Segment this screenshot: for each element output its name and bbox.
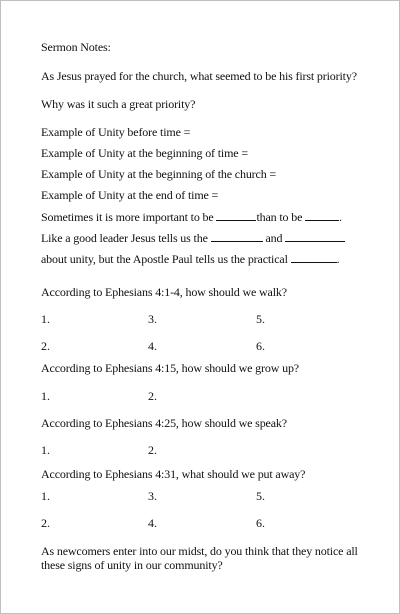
answer-number: 5. [256, 312, 265, 326]
ephesians-question-grow: According to Ephesians 4:15, how should we grow up? [41, 361, 299, 375]
answer-blank [211, 230, 263, 242]
answer-number: 1. [41, 443, 50, 457]
ephesians-question-walk: According to Ephesians 4:1-4, how should we walk? [41, 285, 287, 299]
answer-number: 3. [148, 312, 157, 326]
fill-in-text: Like a good leader Jesus tells us the [41, 231, 208, 245]
closing-question-line-1: As newcomers enter into our midst, do you think that they notice all [41, 544, 358, 558]
fill-in-paul: about unity, but the Apostle Paul tells us the practical . [41, 252, 340, 266]
answer-blank [285, 230, 345, 242]
unity-example-beginning-of-time: Example of Unity at the beginning of time = [41, 146, 248, 160]
fill-in-text: about unity, but the Apostle Paul tells us the practical [41, 252, 288, 266]
answer-blank [305, 209, 339, 221]
unity-example-end-of-time: Example of Unity at the end of time = [41, 188, 219, 202]
ephesians-question-speak: According to Ephesians 4:25, how should we speak? [41, 416, 287, 430]
fill-in-sometimes: Sometimes it is more important to be than to be . [41, 210, 342, 224]
question-why-priority: Why was it such a great priority? [41, 97, 196, 111]
ephesians-question-put-away: According to Ephesians 4:31, what should we put away? [41, 467, 306, 481]
page-title: Sermon Notes: [41, 40, 111, 54]
answer-number: 6. [256, 516, 265, 530]
answer-number: 6. [256, 339, 265, 353]
answer-number: 2. [41, 516, 50, 530]
answer-blank [216, 209, 256, 221]
answer-number: 2. [148, 443, 157, 457]
fill-in-text: than to be [256, 210, 303, 224]
unity-example-beginning-of-church: Example of Unity at the beginning of the church = [41, 167, 277, 181]
question-first-priority: As Jesus prayed for the church, what seemed to be his first priority? [41, 69, 357, 83]
unity-example-before-time: Example of Unity before time = [41, 125, 191, 139]
answer-number: 2. [148, 389, 157, 403]
answer-number: 3. [148, 489, 157, 503]
answer-number: 1. [41, 489, 50, 503]
answer-number: 1. [41, 389, 50, 403]
fill-in-leader [41, 230, 345, 245]
closing-question-line-2: these signs of unity in our community? [41, 558, 223, 572]
answer-number: 5. [256, 489, 265, 503]
answer-number: 1. [41, 312, 50, 326]
fill-in-text: and [265, 231, 283, 245]
fill-in-text: Sometimes it is more important to be [41, 210, 214, 224]
answer-number: 4. [148, 516, 157, 530]
answer-number: 4. [148, 339, 157, 353]
answer-number: 2. [41, 339, 50, 353]
answer-blank [291, 251, 337, 263]
